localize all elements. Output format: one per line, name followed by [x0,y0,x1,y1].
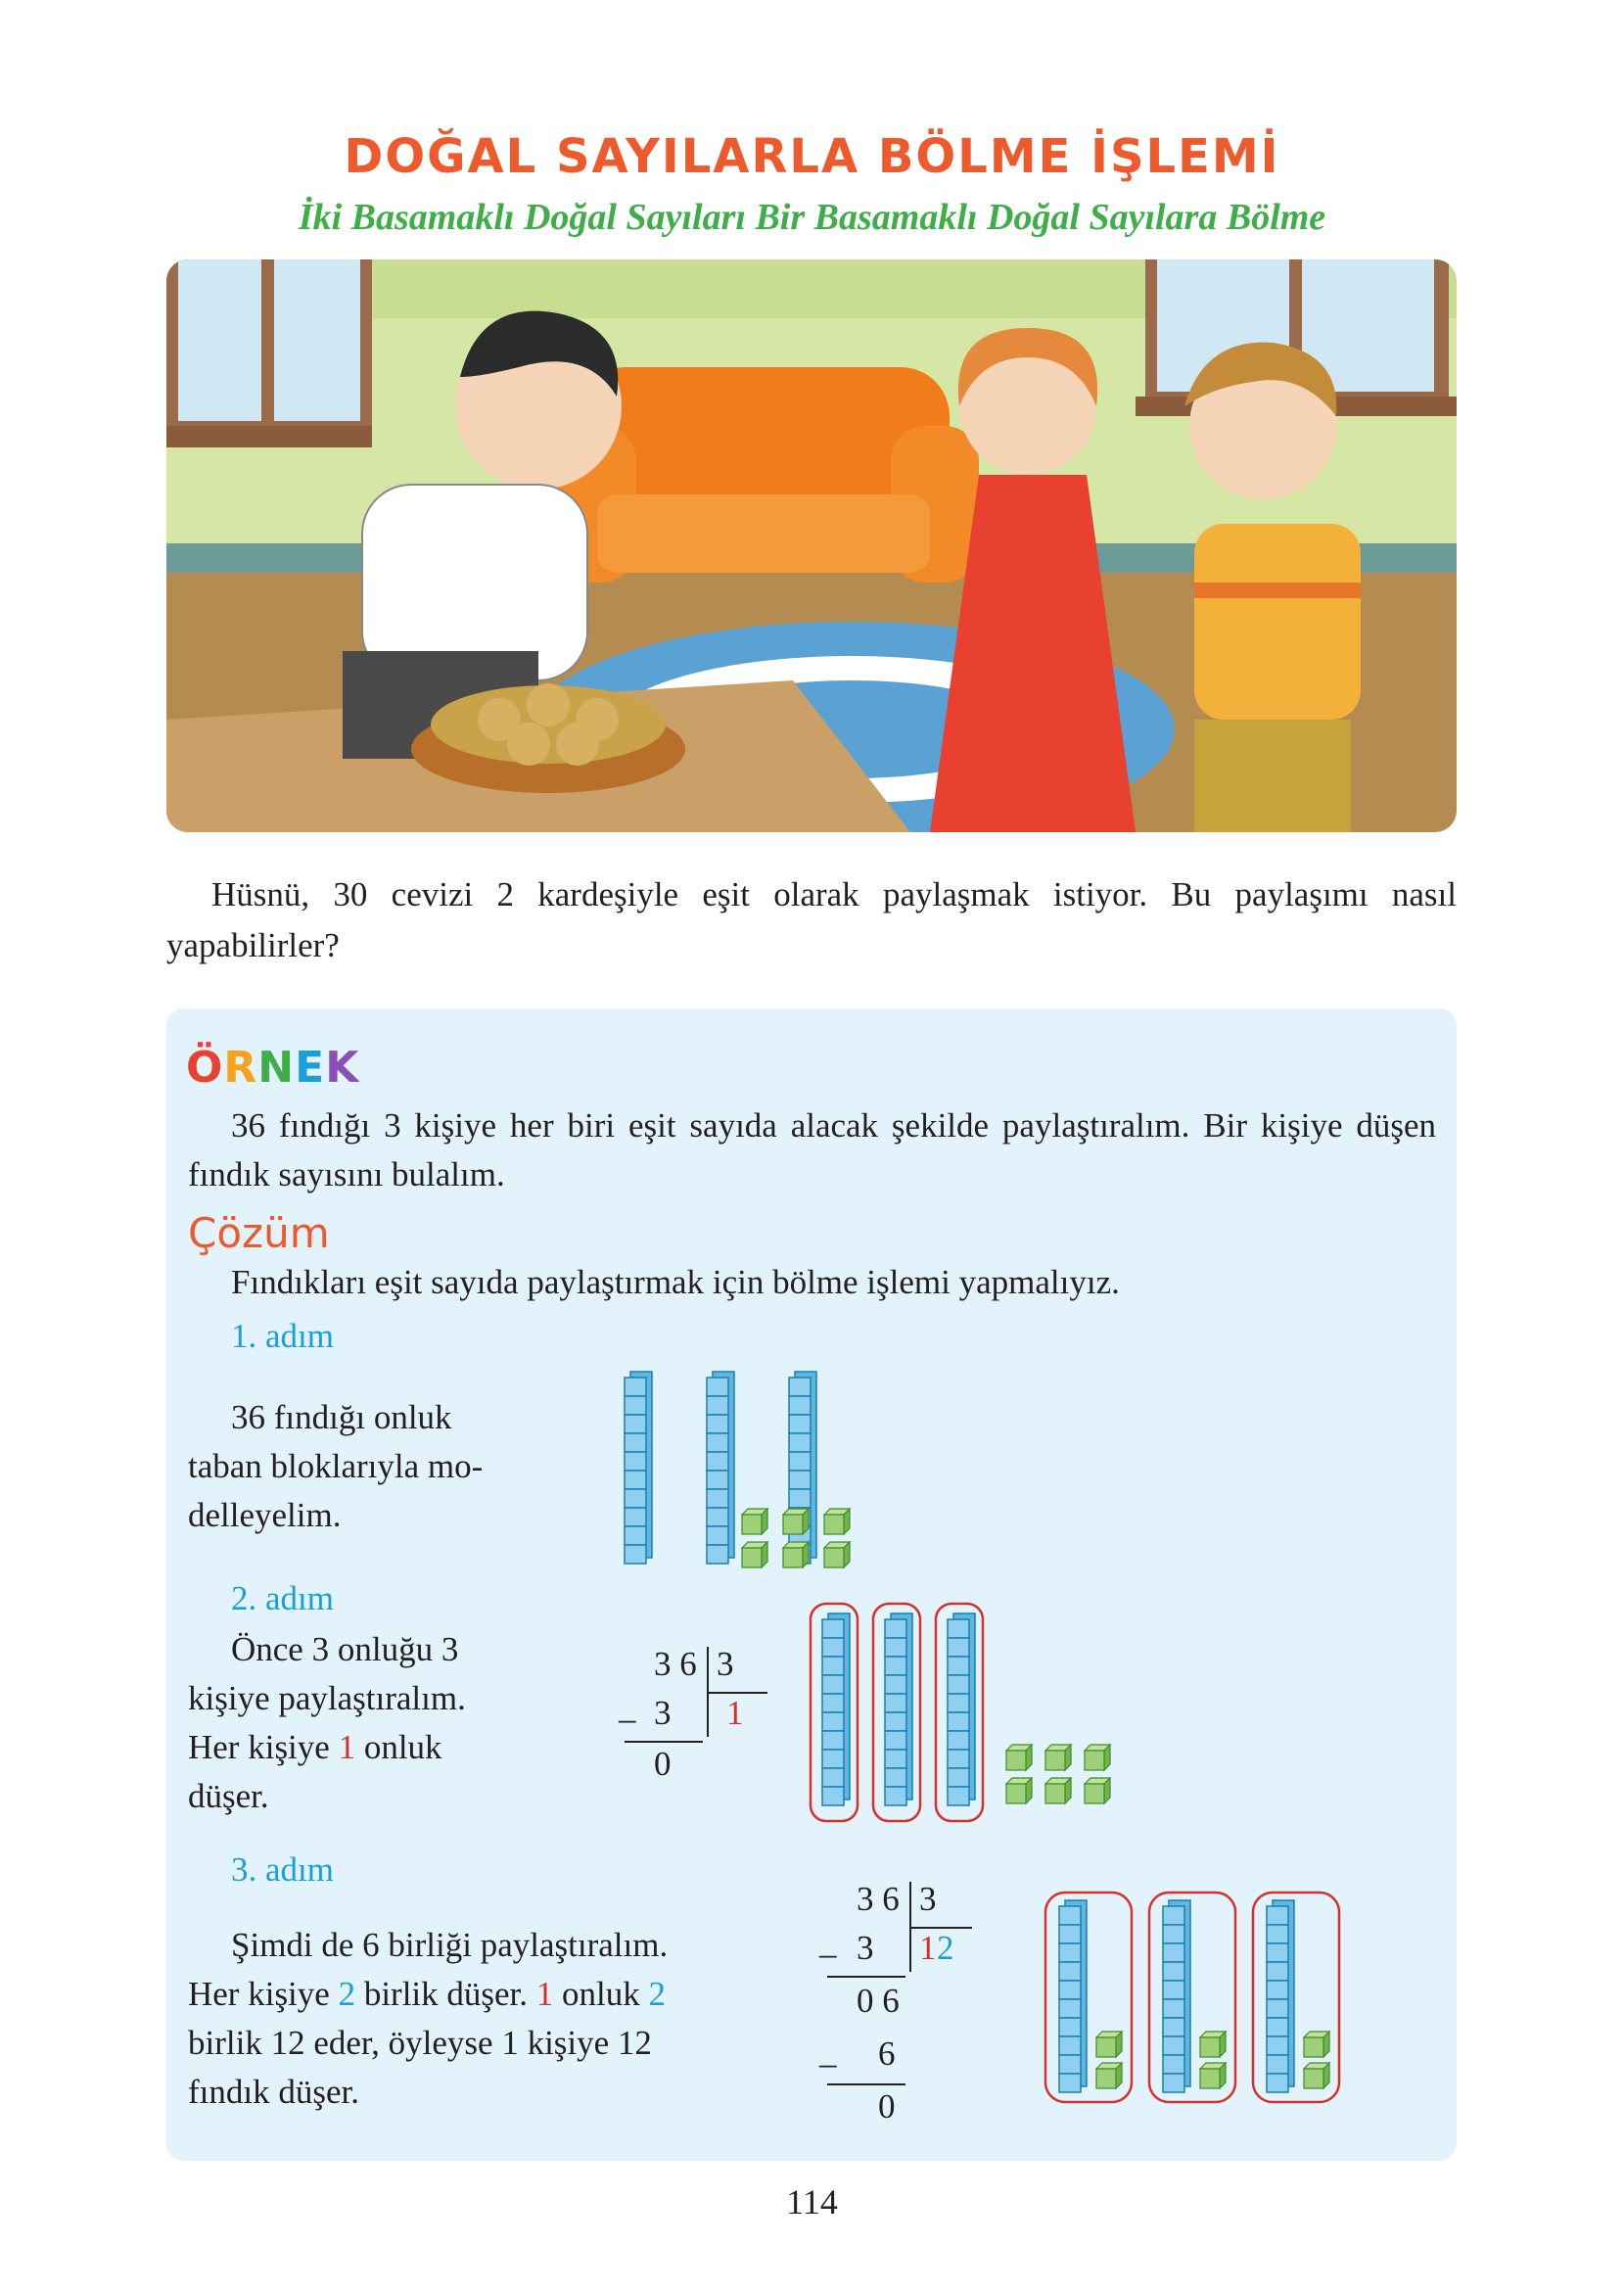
example-letter-r: R [223,1043,258,1093]
step2-dividend: 3 6 [654,1645,697,1683]
step3-line2-d: 1 [535,1975,554,2013]
example-problem: 36 fındığı 3 kişiye her biri eşit sayıda alacak şekilde paylaştıralım. Bir kişiye düşen fındık sayısını bulalım. [188,1106,1436,1193]
unit-cube [1304,2032,1329,2057]
example-letter-o: Ö [186,1043,224,1093]
tens-rod [822,1613,850,1805]
step3-line2-b: 2 [338,1975,356,2013]
solution-intro: Fındıkları eşit sayıda paylaştırmak için bölme işlemi yapmalıyız. [231,1263,1120,1301]
unit-cube [1006,1778,1032,1803]
step2-remainder: 0 [654,1745,672,1783]
unit-cube [742,1509,767,1534]
unit-cube [1006,1745,1032,1770]
example-letter-e: E [295,1043,326,1093]
unit-cube [1304,2063,1329,2088]
tens-rod [948,1613,975,1805]
page-subtitle: İki Basamaklı Doğal Sayıları Bir Basamaklı Doğal Sayılara Bölme [298,197,1326,238]
step2-line3-b: 1 [338,1728,356,1766]
step3-divisor: 3 [919,1880,937,1918]
step3-quotient-ones: 2 [937,1929,954,1967]
step3-line1: Şimdi de 6 birliği paylaştıralım. [231,1926,669,1964]
step3-line2-e: onluk [553,1975,649,2013]
step2-base-blocks [803,1596,1126,1831]
example-letter-k: K [325,1043,360,1093]
step3-dividend: 3 6 [857,1880,900,1918]
step3-line3: birlik 12 eder, öyleyse 1 kişiye 12 [188,2024,652,2062]
step1-label: 1. adım [231,1317,334,1355]
step2-division [617,1645,764,1801]
step2-quotient: 1 [726,1694,744,1732]
step2-label: 2. adım [231,1579,334,1617]
step3-line4: fındık düşer. [188,2073,359,2111]
step3-subtract-2: 6 [878,2034,896,2073]
unit-cube [742,1542,767,1567]
tens-rod [885,1613,912,1805]
step3-division [817,1880,994,2134]
intro-text: Hüsnü, 30 cevizi 2 kardeşiyle eşit olarak paylaşmak istiyor. Bu paylaşımı nasıl yapabilirler? [166,875,1457,964]
page-title: DOĞAL SAYILARLA BÖLME İŞLEMİ [344,129,1280,184]
step1-line2: taban bloklarıyla mo- [188,1447,484,1485]
step3-subtract-1: 3 [857,1929,874,1967]
step2-subtract: 3 [654,1694,672,1732]
step1-base-blocks [617,1366,881,1571]
example-letter-n: N [257,1043,296,1093]
page-number: 114 [786,2182,838,2221]
unit-cube [1096,2032,1122,2057]
step2-line3 [188,1723,442,1772]
step3-quotient-tens: 1 [919,1929,937,1967]
unit-cube [824,1542,850,1567]
step3-remainder-1: 0 6 [857,1982,900,2020]
step3-line2-c: birlik düşer. [355,1975,536,2013]
unit-cube [1045,1778,1071,1803]
unit-cube [783,1509,809,1534]
tens-rod [707,1372,734,1564]
step3-minus-1: – [819,1935,837,1973]
tens-rod [625,1372,652,1564]
step3-remainder-2: 0 [878,2087,896,2126]
unit-cube [1045,1745,1071,1770]
tens-rod [1163,1900,1190,2092]
example-label [186,1043,359,1093]
unit-cube [1200,2063,1226,2088]
step3-line2-f: 2 [648,1975,667,2013]
step2-line4: düşer. [188,1777,269,1815]
step1-line3: delleyelim. [188,1496,342,1534]
step2-minus: – [619,1700,636,1738]
unit-cube [824,1509,850,1534]
step2-line2: kişiye paylaştıralım. [188,1679,466,1717]
unit-cube [1085,1745,1110,1770]
step1-line1: 36 fındığı onluk [231,1398,452,1436]
tens-rod [1059,1900,1087,2092]
tens-rod [1267,1900,1294,2092]
step2-line3-a: Her kişiye [188,1728,339,1766]
unit-cube [1085,1778,1110,1803]
unit-cube [1200,2032,1226,2057]
step3-line2 [188,1970,666,2019]
children-sharing-illustration [166,259,1457,832]
step3-base-blocks [1038,1885,1351,2110]
step2-line1: Önce 3 onluğu 3 [231,1630,459,1668]
solution-label: Çözüm [188,1209,330,1257]
unit-cube [1096,2063,1122,2088]
unit-cube [783,1542,809,1567]
step3-line2-a: Her kişiye [188,1975,339,2013]
intro-paragraph [166,869,1457,971]
step3-minus-2: – [819,2044,837,2082]
step3-label: 3. adım [231,1850,334,1889]
step2-line3-c: onluk [355,1728,442,1766]
step2-divisor: 3 [717,1645,734,1683]
